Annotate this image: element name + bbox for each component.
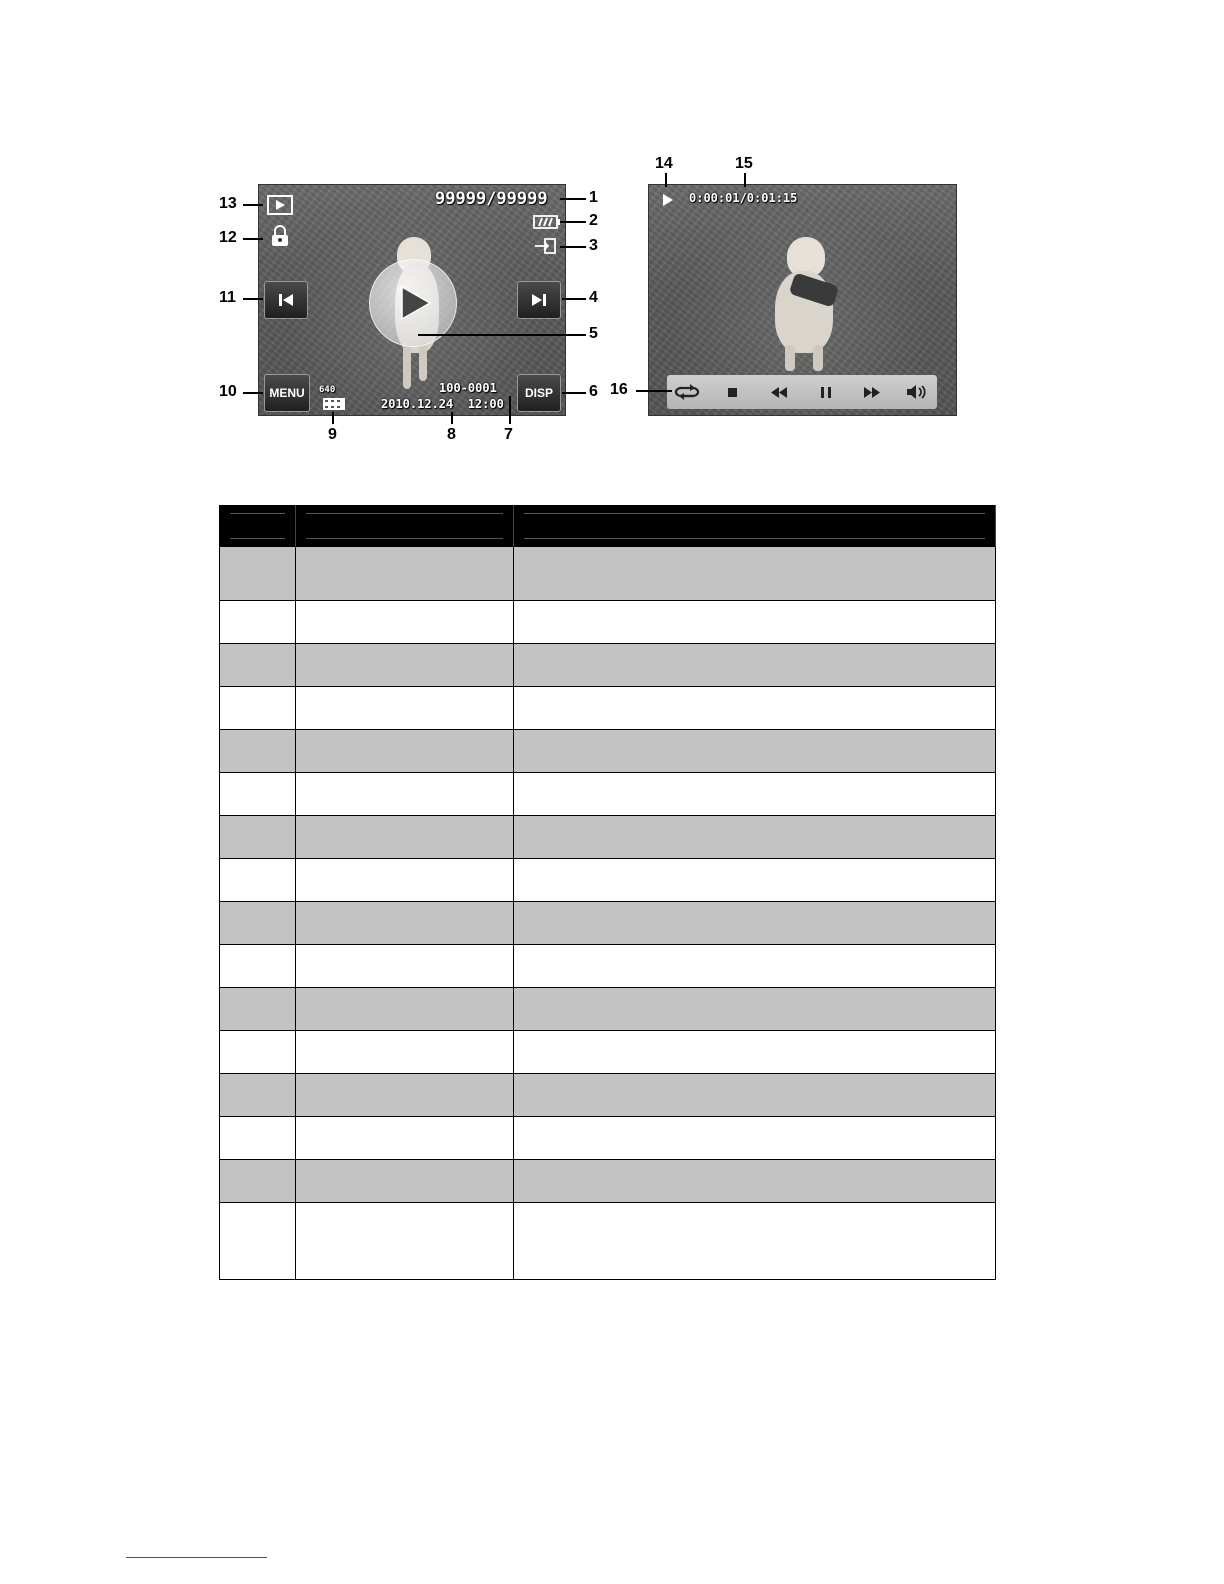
callout-line [418, 334, 586, 336]
callout-16: 16 [610, 381, 628, 398]
menu-button[interactable]: MENU [264, 374, 310, 412]
callout-line [562, 392, 586, 394]
table-row [220, 1117, 996, 1160]
callout-14: 14 [655, 155, 673, 172]
callout-1: 1 [589, 189, 598, 206]
callout-15: 15 [735, 155, 753, 172]
callout-11: 11 [219, 289, 236, 306]
callout-line [560, 198, 586, 200]
battery-icon [533, 215, 561, 229]
callout-12: 12 [219, 229, 237, 246]
previous-icon [277, 293, 295, 307]
footnote-rule [126, 1557, 267, 1558]
callout-8: 8 [447, 426, 456, 443]
callout-7: 7 [504, 426, 513, 443]
resolution-label: 640 [319, 385, 336, 395]
callout-5: 5 [589, 325, 598, 342]
callout-line [665, 173, 667, 187]
callout-9: 9 [328, 426, 337, 443]
volume-icon[interactable] [905, 383, 929, 401]
rewind-icon[interactable] [770, 386, 788, 399]
callout-line [332, 412, 334, 424]
table-row [220, 601, 996, 644]
table-header-row [220, 506, 996, 547]
callout-4: 4 [589, 289, 598, 306]
elapsed-total-time: 0:00:01/0:01:15 [689, 191, 798, 205]
callout-6: 6 [589, 383, 598, 400]
pause-icon[interactable] [820, 386, 832, 399]
callout-line [243, 392, 263, 394]
previous-button[interactable] [264, 281, 308, 319]
header-cell [220, 506, 296, 547]
callout-line [560, 246, 586, 248]
table-row [220, 644, 996, 687]
playback-mode-icon [267, 195, 293, 215]
file-number: 100-0001 [439, 381, 497, 395]
table-row [220, 1074, 996, 1117]
table-row [220, 1203, 996, 1280]
table-row [220, 773, 996, 816]
callout-line [560, 221, 586, 223]
disp-button[interactable]: DISP [517, 374, 561, 412]
callout-line [509, 396, 511, 424]
table-row [220, 687, 996, 730]
video-control-bar [667, 375, 937, 409]
loop-icon[interactable] [674, 382, 700, 402]
stop-icon[interactable] [727, 387, 738, 398]
callout-3: 3 [589, 237, 598, 254]
card-icon [533, 237, 559, 255]
playing-icon [662, 193, 674, 207]
table-row [220, 859, 996, 902]
table-row [220, 730, 996, 773]
date-time: 2010.12.24 12:00 [381, 397, 504, 411]
header-cell [296, 506, 514, 547]
callout-line [744, 173, 746, 187]
header-cell [514, 506, 996, 547]
table-row [220, 945, 996, 988]
callout-line [562, 298, 586, 300]
callout-line [636, 390, 672, 392]
table-row [220, 816, 996, 859]
callout-line [451, 412, 453, 424]
callout-line [243, 298, 263, 300]
table-row [220, 1031, 996, 1074]
image-counter: 99999/99999 [435, 189, 548, 209]
protect-icon [270, 225, 290, 247]
callout-10: 10 [219, 383, 237, 400]
table-row [220, 902, 996, 945]
playback-screen [258, 184, 566, 416]
callout-line [243, 238, 263, 240]
table-row [220, 988, 996, 1031]
fast-forward-icon[interactable] [863, 386, 881, 399]
next-icon [530, 293, 548, 307]
video-playing-screen [648, 184, 957, 416]
next-button[interactable] [517, 281, 561, 319]
video-resolution-indicator [319, 385, 349, 412]
callout-line [243, 204, 263, 206]
callout-13: 13 [219, 195, 237, 212]
description-table [219, 505, 996, 1280]
video-icon [322, 397, 346, 411]
table-row [220, 1160, 996, 1203]
callout-2: 2 [589, 212, 598, 229]
table-row [220, 547, 996, 601]
